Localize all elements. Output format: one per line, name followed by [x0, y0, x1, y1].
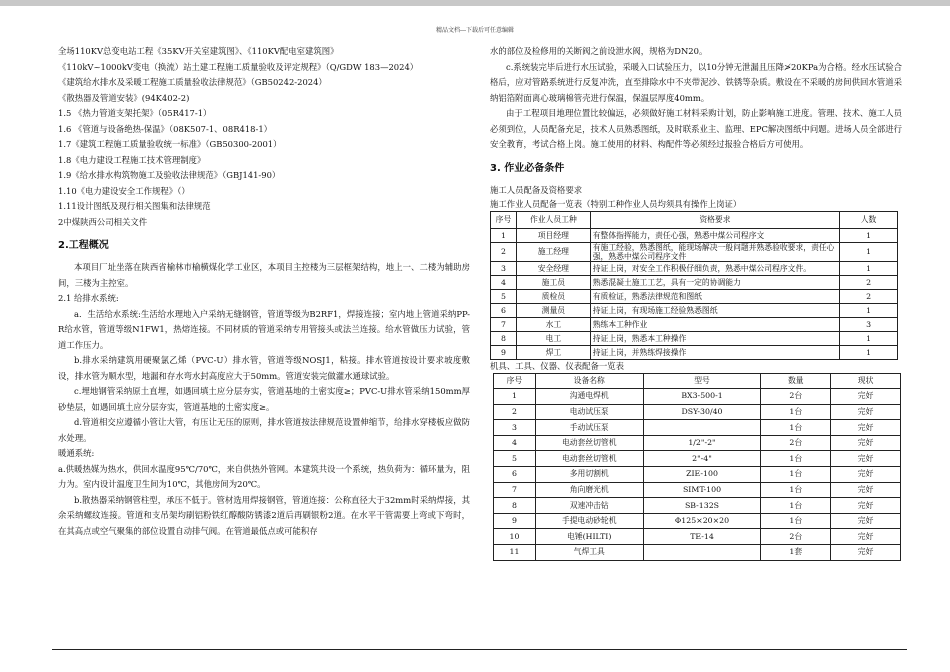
equipment-table-header-cell: 序号 — [494, 373, 536, 389]
equipment-table — [493, 373, 901, 561]
equipment-table-row — [494, 467, 901, 483]
equipment-table-cell: TE-14 — [643, 529, 761, 545]
equipment-table-cell: 手提电动砂轮机 — [535, 513, 643, 529]
equipment-table-header-cell: 设备名称 — [535, 373, 643, 389]
equipment-table-cell: ZIE-100 — [643, 467, 761, 483]
equipment-table-cell: SIMT-100 — [643, 482, 761, 498]
staff-table-cell: 1 — [491, 228, 517, 242]
equipment-table-cell: 完好 — [831, 420, 901, 436]
equipment-table-header-cell: 型号 — [643, 373, 761, 389]
heating-title: 暖通系统: — [58, 448, 95, 458]
equipment-table-cell: 6 — [494, 467, 536, 483]
equipment-table-row — [494, 389, 901, 405]
equipment-table-cell — [643, 545, 761, 561]
equipment-table-cell: 完好 — [831, 404, 901, 420]
staff-table-cell: 7 — [491, 317, 517, 331]
heating-paragraph-a: a.供暖热媒为热水，供回水温度95℃/70℃，来自供热外管网。本建筑共设一个系统，热负荷为：循环量为，阻力为。室内设计温度卫生间为10℃，其他房间为20℃。 — [58, 463, 470, 489]
equipment-table-row — [494, 545, 901, 561]
staff-table-cell: 熟悉混凝土施工工艺，具有一定的协调能力 — [590, 275, 839, 289]
reference-item: 1.11设计图纸及现行相关图集和法律规范 — [58, 201, 211, 211]
equipment-table-row — [494, 420, 901, 436]
equipment-table-cell: 手动试压泵 — [535, 420, 643, 436]
equipment-table-cell: BX3-500-1 — [643, 389, 761, 405]
staff-table-cell: 2 — [840, 289, 898, 303]
staff-table-row — [491, 331, 898, 345]
equipment-table-cell: 完好 — [831, 435, 901, 451]
reference-item: 2中煤陕西公司相关文件 — [58, 216, 148, 227]
equipment-table-cell: 1套 — [761, 545, 831, 561]
equipment-table-cell: 双速冲击钻 — [535, 498, 643, 514]
equipment-table-cell: 1台 — [761, 420, 831, 436]
reference-item: 1.5 《热力管道支架托架》（05R417-1） — [58, 108, 212, 118]
pipe-crossing-paragraph: d.管道相交应遵循小管让大管，有压让无压的原则，排水管道按法律规范设置伸缩节，给排水穿楼板应做防水处理。 — [58, 417, 470, 443]
page-header: 精品文档---下载后可任意编辑 — [435, 27, 515, 34]
equipment-table-cell: 沟通电焊机 — [535, 389, 643, 405]
equipment-table-cell: 4 — [494, 435, 536, 451]
equipment-table-cell: 1台 — [761, 482, 831, 498]
staff-table-row — [491, 261, 898, 275]
equipment-table-cell: 5 — [494, 451, 536, 467]
equipment-table-cell: 完好 — [831, 482, 901, 498]
staff-table-cell: 电工 — [516, 331, 590, 345]
staff-table-cell: 1 — [840, 228, 898, 242]
equipment-table-row — [494, 529, 901, 545]
staff-table-cell: 施工员 — [516, 275, 590, 289]
staff-table-row — [491, 303, 898, 317]
staff-table-row — [491, 289, 898, 303]
staff-table-cell: 质检员 — [516, 289, 590, 303]
staff-table-cell: 有质检证，熟悉法律规范和图纸 — [590, 289, 839, 303]
equipment-table-cell: 角向磨光机 — [535, 482, 643, 498]
staff-table-header-cell: 资格要求 — [590, 212, 839, 229]
staff-table-row — [491, 345, 898, 359]
staff-table-cell: 持证上岗，熟悉本工种操作 — [590, 331, 839, 345]
equipment-table-cell: DSY-30/40 — [643, 404, 761, 420]
drainage-paragraph: b.排水采纳建筑用硬聚氯乙烯（PVC-U）排水管，管道等级NOSJ1，粘接。排水管道按设计要求坡度敷设，排水管为顺水型，地漏和存水弯水封高度应大于50mm。管道安装完做灌水通球试验。 — [58, 355, 470, 381]
equipment-table-cell: 2"-4" — [643, 451, 761, 467]
staff-table-cell: 测量员 — [516, 303, 590, 317]
equipment-table-cell: 11 — [494, 545, 536, 561]
reference-list — [58, 44, 470, 230]
equipment-table-cell: 完好 — [831, 498, 901, 514]
table2-caption: 机具、工具、仪器、仪表配备一览表 — [490, 360, 624, 371]
top-bar — [0, 0, 950, 6]
equipment-table-cell: 9 — [494, 513, 536, 529]
staff-table-cell: 焊工 — [516, 345, 590, 359]
staff-table-cell: 熟练本工种作业 — [590, 317, 839, 331]
staff-table-cell: 9 — [491, 345, 517, 359]
staff-table-cell: 持证上岗，并熟练焊接操作 — [590, 345, 839, 359]
reference-item: 《建筑给水排水及采暖工程施工质量验收法律规范》（GB50242-2024） — [58, 77, 327, 87]
staff-table-cell: 6 — [491, 303, 517, 317]
staff-table-cell: 项目经理 — [516, 228, 590, 242]
equipment-table-cell: 2台 — [761, 529, 831, 545]
equipment-table-row — [494, 451, 901, 467]
staff-table-row — [491, 228, 898, 242]
equipment-table-cell: 1台 — [761, 513, 831, 529]
staff-table-cell: 安全经理 — [516, 261, 590, 275]
staff-table — [490, 211, 898, 360]
equipment-table-cell: 完好 — [831, 529, 901, 545]
staff-table-cell: 1 — [840, 261, 898, 275]
equipment-table-row — [494, 482, 901, 498]
staff-table-header — [491, 212, 898, 229]
reference-item: 《散热器及管道安装》(94K402-2) — [58, 92, 190, 103]
staff-subtitle: 施工人员配备及资格要求 — [490, 184, 583, 195]
water-supply-paragraph: a．生活给水系统:生活给水理地入户采纳无缝钢管，管道等级为B2RF1，焊接连接；室内地上管道采纳PP-R给水管，管道等级N1FW1，热熔连接。不同材质的管道采纳专用管接头或法兰连接。给水管做压力试验，管道工作压力。 — [58, 308, 470, 350]
staff-table-cell: 持证上岗，对安全工作积极仔细负责，熟悉中煤公司程序文件。 — [590, 261, 839, 275]
equipment-table-cell: 2 — [494, 404, 536, 420]
equipment-table-header — [494, 373, 901, 389]
staff-table-row — [491, 317, 898, 331]
equipment-table-cell: 1台 — [761, 498, 831, 514]
equipment-table-cell: 1/2"-2" — [643, 435, 761, 451]
staff-table-row — [491, 275, 898, 289]
equipment-table-cell: 电动试压泵 — [535, 404, 643, 420]
reference-item: 1.10《电力建设安全工作规程》（） — [58, 185, 190, 196]
equipment-table-cell: 10 — [494, 529, 536, 545]
staff-table-cell: 2 — [491, 242, 517, 261]
staff-table-header-cell: 序号 — [491, 212, 517, 229]
reference-item: 1.8《电力建设工程施工技术管理制度》 — [58, 154, 206, 165]
staff-table-cell: 1 — [840, 331, 898, 345]
continued-paragraph: 水的部位及检修用的关断阀之前设泄水阀，规格为DN20。 — [490, 46, 708, 56]
staff-table-cell: 有施工经验，熟悉图纸，能现场解决一般问题并熟悉验收要求，责任心强，熟悉中煤公司程序文件 — [590, 242, 839, 261]
equipment-table-row — [494, 404, 901, 420]
equipment-table-cell: 1 — [494, 389, 536, 405]
staff-table-cell: 有整体指挥能力，责任心强，熟悉中煤公司程序文 — [590, 228, 839, 242]
equipment-table-row — [494, 513, 901, 529]
staff-table-cell: 5 — [491, 289, 517, 303]
equipment-table-cell: 2台 — [761, 389, 831, 405]
equipment-table-cell: 气焊工具 — [535, 545, 643, 561]
equipment-table-cell: Φ125×20×20 — [643, 513, 761, 529]
right-column — [490, 44, 902, 561]
equipment-table-header-cell: 数量 — [761, 373, 831, 389]
equipment-table-cell: 完好 — [831, 389, 901, 405]
staff-table-cell: 持证上岗，有现场施工经验熟悉图纸 — [590, 303, 839, 317]
left-column — [58, 44, 470, 539]
staff-table-header-cell: 人数 — [840, 212, 898, 229]
reference-item: 1.7《建筑工程施工质量验收统一标准》（GB50300-2001） — [58, 139, 282, 149]
equipment-table-header-cell: 现状 — [831, 373, 901, 389]
equipment-table-row — [494, 498, 901, 514]
staff-table-cell: 1 — [840, 345, 898, 359]
staff-table-cell: 1 — [840, 242, 898, 261]
equipment-table-cell: 完好 — [831, 467, 901, 483]
equipment-table-cell: 1台 — [761, 467, 831, 483]
bottom-rule — [52, 649, 907, 650]
equipment-table-cell: 电动套丝切管机 — [535, 451, 643, 467]
staff-table-cell: 8 — [491, 331, 517, 345]
site-paragraph: 由于工程项目地理位置比较偏远，必须做好施工材料采购计划，防止影响施工进度。管理、技术、施工人员必须到位，人员配备充足，技术人员熟悉图纸，及时联系业主、监理、EPC解决图纸中问题。进场人员全部进行安全教育，考试合格上岗。施工使用的材料、构配件等必须经过报验合格后方可使用。 — [490, 108, 902, 149]
equipment-table-cell: 1台 — [761, 404, 831, 420]
equipment-table-cell: 完好 — [831, 451, 901, 467]
equipment-table-row — [494, 435, 901, 451]
table1-caption: 施工作业人员配备一览表（特别工种作业人员均须具有操作上岗证） — [490, 199, 742, 209]
staff-table-cell: 水工 — [516, 317, 590, 331]
section-2-title: 2.工程概况 — [58, 240, 109, 251]
staff-table-cell: 3 — [840, 317, 898, 331]
staff-table-header-cell: 作业人员工种 — [516, 212, 590, 229]
equipment-table-cell: 7 — [494, 482, 536, 498]
equipment-table-cell — [643, 420, 761, 436]
equipment-table-cell: 电锤(HILTI) — [535, 529, 643, 545]
reference-item: 《110kV~1000kV变电（换流）站土建工程施工质量验收及评定规程》（Q/GDW 183—2024） — [58, 61, 419, 72]
staff-table-cell: 1 — [840, 303, 898, 317]
reference-item: 1.6 《管道与设备绝热-保温》（08K507-1、08R418-1） — [58, 123, 273, 134]
staff-table-cell: 施工经理 — [516, 242, 590, 261]
equipment-table-cell: 多用切割机 — [535, 467, 643, 483]
equipment-table-cell: 3 — [494, 420, 536, 436]
equipment-table-cell: 8 — [494, 498, 536, 514]
section-3-title: 3. 作业必备条件 — [490, 162, 565, 174]
staff-table-cell: 2 — [840, 275, 898, 289]
equipment-table-cell: SB-132S — [643, 498, 761, 514]
reference-item: 全场110KV总变电站工程《35KV开关室建筑图》、《110KV配电室建筑图》 — [58, 46, 339, 56]
overview-paragraph: 本项目厂址坐落在陕西省榆林市榆横煤化学工业区，本项目主控楼为三层框架结构，地上一、二楼为辅助房间，三楼为主控室。 — [58, 262, 470, 288]
equipment-table-cell: 2台 — [761, 435, 831, 451]
equipment-table-cell: 完好 — [831, 545, 901, 561]
equipment-table-cell: 完好 — [831, 513, 901, 529]
heating-paragraph-b: b.散热器采纳钢管柱型，承压不低于。管材选用焊接钢管，管道连接：公称直径大于32mm时采纳焊接，其余采纳螺纹连接。管道和支吊架均刷铝粉铁红醇酸防锈漆2道后再刷银粉2道。在水平干管需要上弯或下弯时，在其高点或空气聚集的部位设置自动排气阀。在管道最低点或可能积存 — [58, 494, 470, 536]
staff-table-cell: 3 — [491, 261, 517, 275]
pressure-test-paragraph: c.系统装完毕后进行水压试验，采暖入口试验压力，以10分钟无泄漏且压降≯20KPa为合格。经水压试验合格后，应对管路系统进行反复冲洗，直至排除水中不夹带泥沙、铁锈等杂质。敷设在不采暖的房间供回水管道采纳铝箔附面离心玻璃棉管壳进行保温，保温层厚度40mm。 — [490, 61, 902, 103]
equipment-table-cell: 1台 — [761, 451, 831, 467]
buried-pipe-paragraph: c.埋地钢管采纳原土直埋，如遇回填土应分层夯实，管道基地的土密实度≥；PVC-U排水管采纳150mm厚砂垫层，如遇回填土应分层夯实，管道基地的土密实度≥。 — [58, 386, 470, 412]
staff-table-row — [491, 242, 898, 261]
subsection-2-1: 2.1 给排水系统: — [58, 293, 119, 303]
reference-item: 1.9《给水排水构筑物施工及验收法律规范》（GBJ141-90） — [58, 170, 281, 180]
staff-table-cell: 4 — [491, 275, 517, 289]
equipment-table-cell: 电动套丝切管机 — [535, 435, 643, 451]
